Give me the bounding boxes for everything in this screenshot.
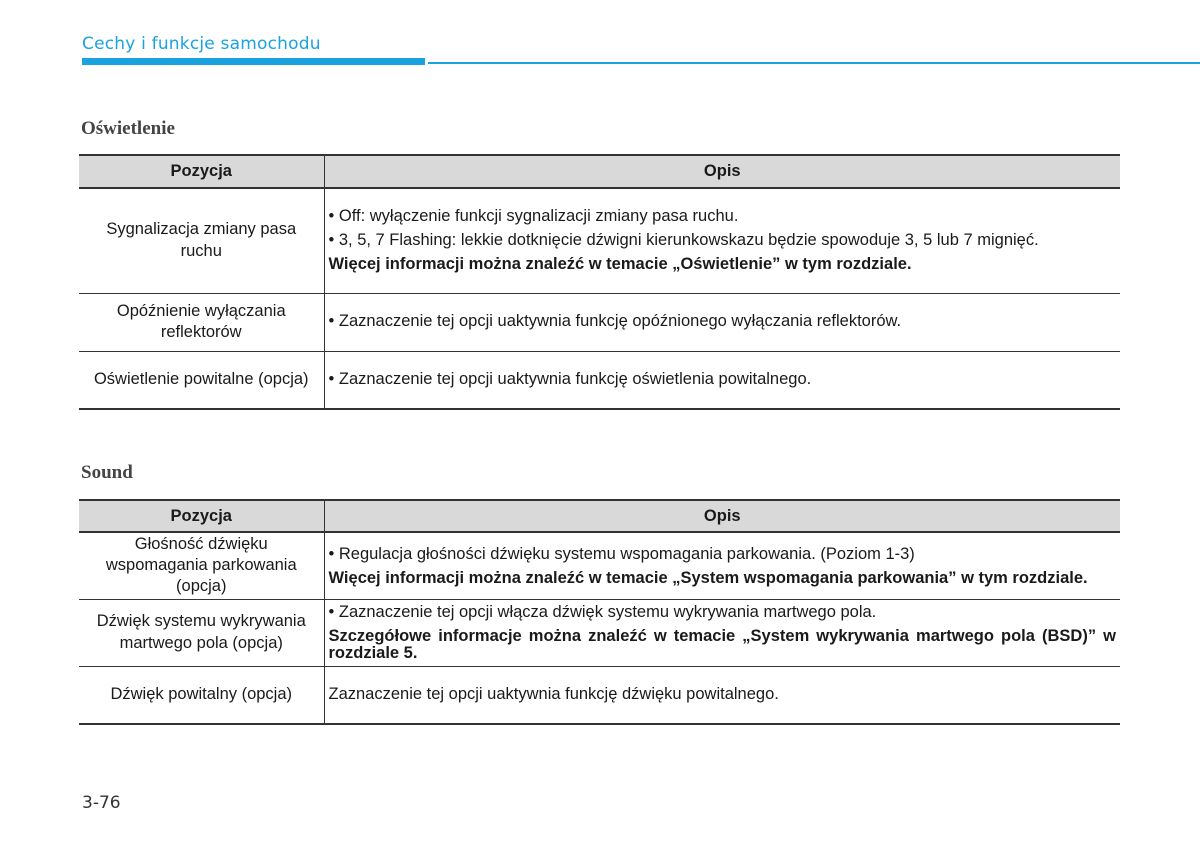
table-row [79,188,1120,293]
description-line: • Regulacja głośności dźwięku systemu wspomagania parkowania. (Poziom 1-3) [328,545,915,564]
header-accent-bar [82,58,425,65]
description-line: • Zaznaczenie tej opcji włącza dźwięk systemu wykrywania martwego pola. [328,603,877,622]
row-description [324,599,1120,666]
position-label: Opóźnienie wyłączania reflektorów [116,301,286,341]
row-description [324,188,1120,293]
section-heading-sound: Sound [81,462,133,483]
row-position [79,293,324,351]
header-rule [428,62,1200,64]
chapter-title: Cechy i funkcje samochodu [82,34,321,54]
description-line: Zaznaczenie tej opcji uaktywnia funkcję dźwięku powitalnego. [328,685,779,704]
row-description [324,532,1120,599]
table-row [79,532,1120,599]
row-position [79,599,324,666]
table-row [79,293,1120,351]
position-label: Dźwięk systemu wykrywania martwego pola (opcja) [96,612,306,652]
section-heading-lighting: Oświetlenie [81,118,175,139]
position-label: Głośność dźwięku wspomagania parkowania (opcja) [105,534,297,596]
table-row [79,599,1120,666]
row-position [79,351,324,409]
description-note: Szczegółowe informacje można znaleźć w temacie „System wykrywania martwego pola (BSD)” w rozdziale 5. [328,626,1116,663]
column-header-description: Opis [324,500,1120,532]
sound-table [79,499,1120,725]
description-line: • Zaznaczenie tej opcji uaktywnia funkcję oświetlenia powitalnego. [328,370,812,389]
position-label: Sygnalizacja zmiany pasa ruchu [106,220,297,260]
column-header-description: Opis [324,155,1120,188]
position-label: Dźwięk powitalny (opcja) [110,685,293,704]
row-description [324,293,1120,351]
lighting-table [79,154,1120,410]
description-line: • Off: wyłączenie funkcji sygnalizacji zmiany pasa ruchu. [328,206,739,225]
table-header-row [79,500,1120,532]
position-label: Oświetlenie powitalne (opcja) [93,370,309,389]
table-header-row [79,155,1120,188]
table-row [79,351,1120,409]
row-position [79,532,324,599]
column-header-position: Pozycja [79,155,324,188]
row-description [324,351,1120,409]
page-number: 3-76 [82,793,121,813]
column-header-position: Pozycja [79,500,324,532]
row-position [79,188,324,293]
description-line: • 3, 5, 7 Flashing: lekkie dotknięcie dźwigni kierunkowskazu będzie spowoduje 3, 5 lub 7 mignięć. [328,231,1039,250]
table-row [79,666,1120,724]
description-note: Więcej informacji można znaleźć w temacie „System wspomagania parkowania” w tym rozdziale. [328,568,1088,587]
row-position [79,666,324,724]
description-line: • Zaznaczenie tej opcji uaktywnia funkcję opóźnionego wyłączania reflektorów. [328,312,902,331]
row-description [324,666,1120,724]
description-note: Więcej informacji można znaleźć w temacie „Oświetlenie” w tym rozdziale. [328,255,912,274]
